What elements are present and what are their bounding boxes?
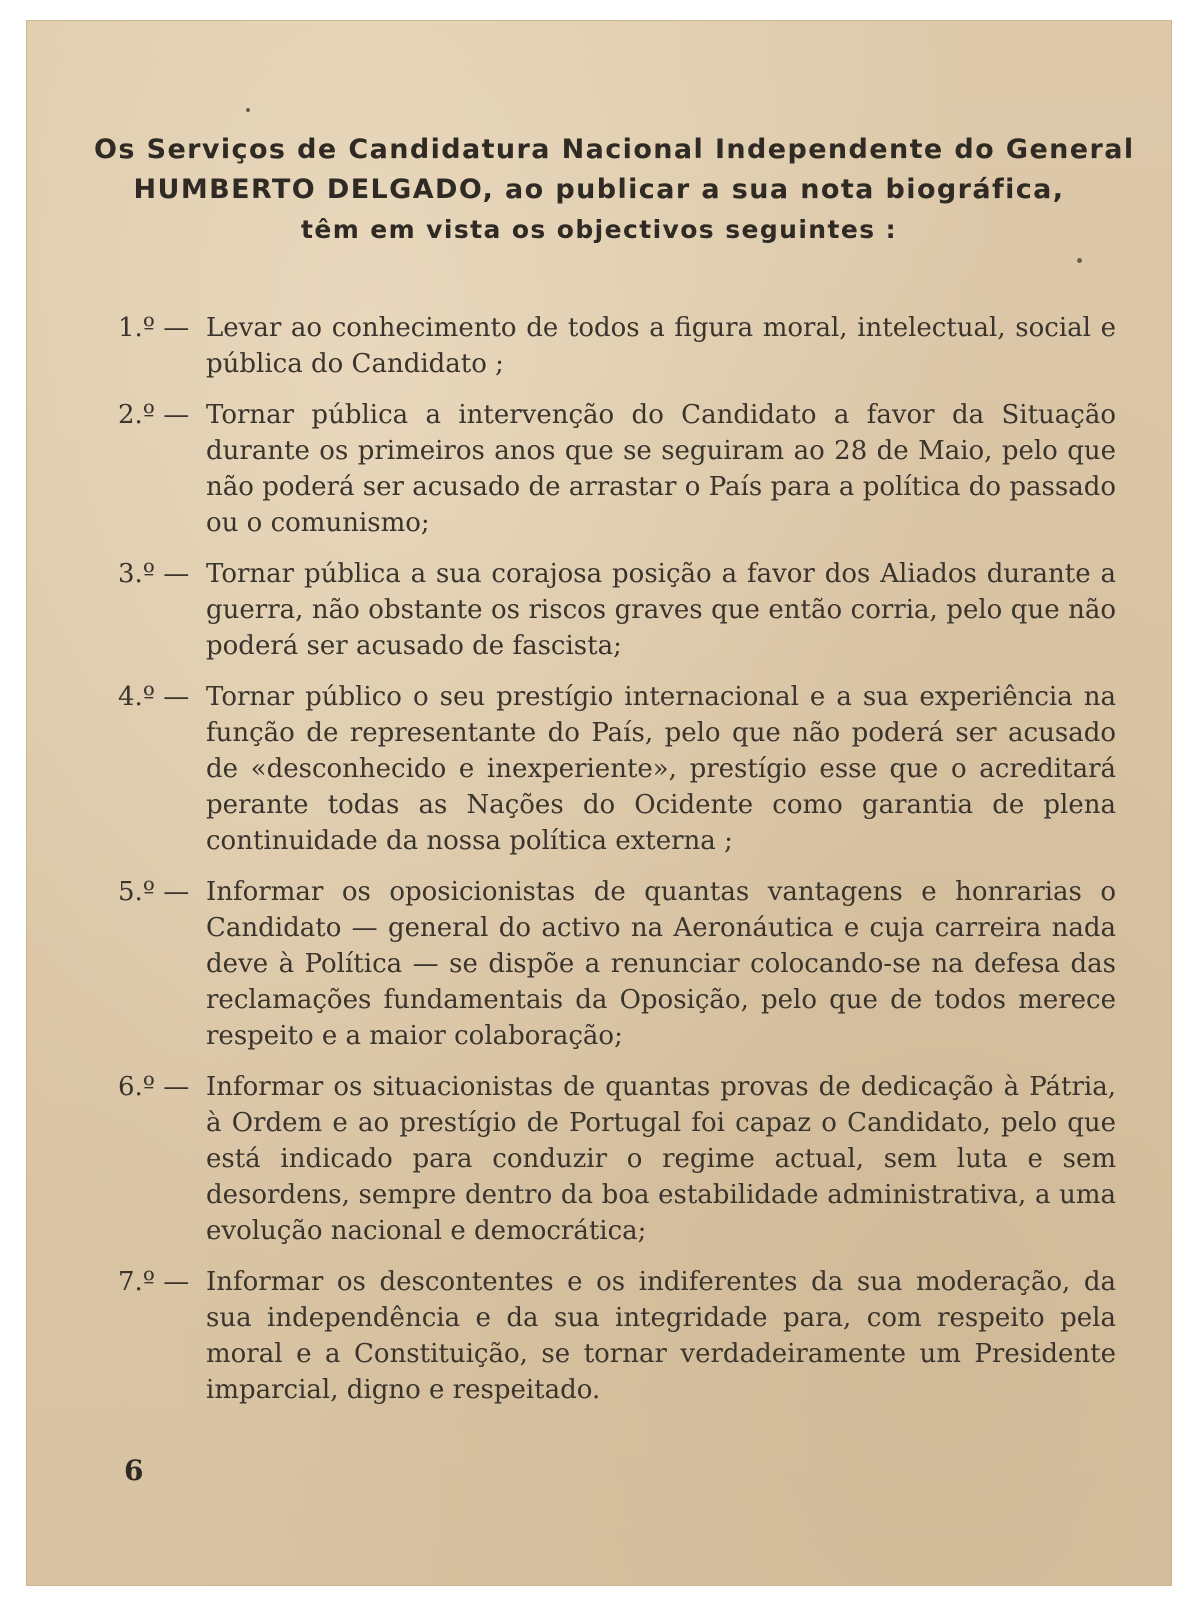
ink-speck [1077, 258, 1082, 263]
page-number: 6 [124, 1454, 144, 1487]
objectives-list [118, 310, 1116, 1423]
heading-line-3: têm em vista os objectivos seguintes : [301, 215, 897, 244]
objective-number: 5.º — [118, 877, 190, 907]
document-heading [94, 130, 1135, 250]
objective-text: Informar os descontentes e os indiferentes da sua moderação, da sua independência e da sua integridade para, com respeito pela moral e a Constituição, se tornar verdadeiramente um Presidente imparcial, digno e respeitado. [206, 1267, 1116, 1405]
objective-number: 2.º — [118, 400, 190, 430]
objective-item [118, 874, 1116, 1054]
objective-number: 4.º — [118, 682, 190, 712]
ink-speck [246, 108, 250, 112]
heading-line-1: Os Serviços de Candidatura Nacional Independente do General [94, 134, 1135, 165]
objective-number: 7.º — [118, 1267, 190, 1297]
objective-number: 3.º — [118, 559, 190, 589]
objective-number: 6.º — [118, 1072, 190, 1102]
objective-item [118, 1069, 1116, 1249]
objective-text: Tornar pública a intervenção do Candidato a favor da Situação durante os primeiros anos que se seguiram ao 28 de Maio, pelo que não poderá ser acusado de arrastar o País para a política do passado ou o comunismo; [206, 400, 1116, 538]
objective-text: Tornar público o seu prestígio internacional e a sua experiência na função de representante do País, pelo que não poderá ser acusado de «desconhecido e inexperiente», prestígio esse que o acreditará perante todas as Nações do Ocidente como garantia de plena continuidade da nossa política externa ; [206, 682, 1116, 856]
objective-number: 1.º — [118, 313, 190, 343]
objective-text: Levar ao conhecimento de todos a figura moral, intelectual, social e pública do Candidato ; [206, 313, 1116, 379]
objective-text: Informar os situacionistas de quantas provas de dedicação à Pátria, à Ordem e ao prestígio de Portugal foi capaz o Candidato, pelo que está indicado para conduzir o regime actual, sem luta e sem desordens, sempre dentro da boa estabilidade administrativa, a uma evolução nacional e democrática; [206, 1072, 1116, 1246]
objective-item [118, 556, 1116, 664]
heading-line-2: HUMBERTO DELGADO, ao publicar a sua nota biográfica, [133, 174, 1065, 205]
objective-text: Tornar pública a sua corajosa posição a favor dos Aliados durante a guerra, não obstante os riscos graves que então corria, pelo que não poderá ser acusado de fascista; [206, 559, 1116, 661]
objective-item [118, 397, 1116, 541]
objective-text: Informar os oposicionistas de quantas vantagens e honrarias o Candidato — general do activo na Aeronáutica e cuja carreira nada deve à Política — se dispõe a renunciar colocando-se na defesa das reclamações fundamentais da Oposição, pelo que de todos merece respeito e a maior colaboração; [206, 877, 1116, 1051]
objective-item [118, 310, 1116, 382]
objective-item [118, 679, 1116, 859]
objective-item [118, 1264, 1116, 1408]
